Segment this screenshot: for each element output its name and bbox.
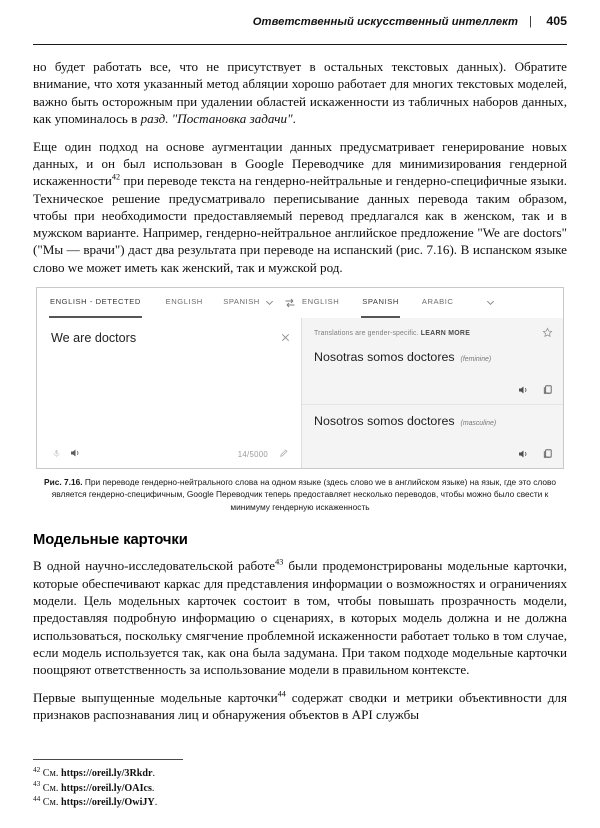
translation-line [314, 405, 553, 428]
translate-panes [37, 318, 563, 468]
speaker-icon[interactable] [65, 447, 85, 462]
chevron-down-icon[interactable] [261, 288, 278, 318]
footnote-43 [33, 779, 567, 797]
source-text-row [37, 318, 301, 442]
paragraph-3-text: В одной научно-исследовательской работе [33, 558, 276, 574]
paragraph-2-text: Еще один подход на основе аугментации данных предусматривает генерирование новых данных, и он был использован в Google Переводчике для минимизирования гендерной искаженности [33, 138, 567, 189]
paragraph-4 [33, 689, 567, 724]
copy-icon[interactable] [542, 384, 553, 398]
footnote-44 [33, 796, 567, 811]
tab-english-detected[interactable]: ENGLISH - DETECTED [49, 288, 142, 318]
footnote-url[interactable]: https://oreil.ly/OwiJY [60, 797, 155, 809]
translation-text: Nosotros somos doctores [314, 413, 455, 428]
close-icon[interactable] [280, 330, 291, 345]
footnote-suffix: . [154, 797, 158, 809]
paragraph-2-tail: при переводе текста на гендерно-нейтральные и гендерно-специфичные языки. Техническое решение предусматривало переписывание данных перевода таким образом, чтобы при необходимости предоставляемый перевод предлагался как в женском, так и в мужском варианте. Например, гендерно-нейтральное английское предложение "We are doctors" ("Мы — врачи") даст два результата при переводе на испанский (рис. 7.16). В испанском языке слово we может иметь как женский, так и мужской род. [33, 173, 567, 275]
footnote-prefix: См. [42, 797, 61, 809]
paragraph-1-tail: . [292, 110, 296, 126]
translation-pane [301, 318, 563, 468]
paragraph-3 [33, 557, 567, 678]
footnote-marker-43: 43 [275, 557, 284, 567]
swap-languages-icon[interactable] [278, 288, 301, 318]
translation-actions [314, 448, 553, 468]
translation-masculine [302, 404, 563, 468]
footnote-prefix: См. [42, 782, 61, 794]
gender-label: (masculine) [460, 419, 497, 427]
footnotes-block [33, 759, 567, 811]
footnote-rule [33, 759, 183, 760]
tab-target-english[interactable]: ENGLISH [302, 297, 340, 307]
source-pane [37, 318, 301, 468]
source-language-tabs [37, 288, 301, 318]
tab-target-arabic[interactable]: ARABIC [421, 297, 454, 307]
paragraph-2 [33, 138, 567, 276]
paragraph-4-text: Первые выпущенные модельные карточки [33, 689, 278, 705]
footnote-marker-44: 44 [277, 689, 286, 699]
figure-caption-text: При переводе гендерно-нейтрального слова на одном языке (здесь слово we в английском языке) на язык, где это слово является гендерно-специфичным, Google Переводчик теперь предоставляет несколько переводов, чтобы можно было свести к минимуму гендерную искаженность [51, 476, 556, 512]
running-head [33, 0, 567, 40]
footnote-prefix: См. [42, 768, 61, 780]
copy-icon[interactable] [542, 448, 553, 462]
chevron-down-icon[interactable] [480, 288, 500, 318]
paragraph-1-italic-ref: разд. "Постановка задачи" [140, 110, 293, 126]
language-bar [37, 288, 563, 318]
translation-text: Nosotras somos doctores [314, 349, 455, 364]
notice-label [314, 330, 542, 337]
source-text-input[interactable]: We are doctors [51, 330, 137, 345]
paragraph-1 [33, 58, 567, 127]
gender-specific-notice [302, 318, 563, 341]
footnote-url[interactable]: https://oreil.ly/3Rkdr [60, 768, 153, 780]
footnote-suffix: . [151, 782, 155, 794]
edit-pencil-icon[interactable] [277, 448, 291, 461]
translation-actions [314, 384, 553, 404]
footnote-42 [33, 764, 567, 782]
speaker-icon[interactable] [517, 384, 529, 399]
tab-target-spanish[interactable]: SPANISH [361, 288, 400, 318]
figure-caption-label: Рис. 7.16. [44, 476, 83, 487]
footnote-marker-42: 42 [111, 172, 121, 182]
paragraph-4-tail: содержат сводки и метрики объективности для признаков распознавания лиц и обнаружения объектов в API службы [33, 689, 567, 723]
star-icon[interactable] [542, 327, 553, 341]
source-toolbar [37, 442, 301, 468]
gender-label: (feminine) [460, 355, 492, 363]
translation-line [314, 341, 553, 364]
speaker-icon[interactable] [517, 448, 529, 463]
paragraph-3-tail: были продемонстрированы модельные карточки, которые обеспечивают каркас для представления информации о возможностях и ограничениях модели. Цель модельных карточек состоит в том, чтобы повышать прозрачность модели, предоставляя подробную информацию о сценариях, в которых модель должна и не должна использоваться, поскольку смягчение проблемной искаженности работает только в том случае, если модель используется так, как она была задумана. При таком подходе модельные карточки поощряют ответственность за использование модели в правильном контексте. [33, 558, 568, 678]
footnote-number: 42 [33, 764, 41, 774]
figure-caption [39, 476, 561, 514]
header-separator: | [529, 16, 532, 28]
footnote-number: 44 [33, 794, 41, 804]
section-heading: Модельные карточки [33, 532, 188, 549]
translation-feminine [302, 341, 563, 404]
tab-source-spanish[interactable]: SPANISH [223, 297, 260, 307]
target-language-tabs [301, 288, 563, 318]
footnote-number: 43 [33, 779, 41, 789]
chapter-title: Ответственный искусственный интеллект [252, 16, 518, 28]
learn-more-link[interactable]: LEARN MORE [420, 330, 471, 338]
notice-message: Translations are gender-specific. [314, 330, 419, 338]
paragraph-1-text: но будет работать все, что не присутствует в остальных текстовых данных). Обратите внимание, что хотя указанный метод абляции хорошо работает для многих текстовых моделей, важно быть осторожным при удалении областей искаженности из табличных наборов данных, как упоминалось в [33, 59, 567, 126]
google-translate-window [36, 287, 564, 469]
footnote-url[interactable]: https://oreil.ly/OAIcs [60, 782, 152, 794]
page-number: 405 [546, 14, 567, 28]
header-rule [33, 44, 567, 45]
figure-7-16 [33, 287, 567, 514]
microphone-icon[interactable] [47, 449, 65, 461]
tab-source-english[interactable]: ENGLISH [165, 297, 203, 307]
footnote-suffix: . [152, 768, 156, 780]
character-counter: 14/5000 [237, 450, 269, 460]
